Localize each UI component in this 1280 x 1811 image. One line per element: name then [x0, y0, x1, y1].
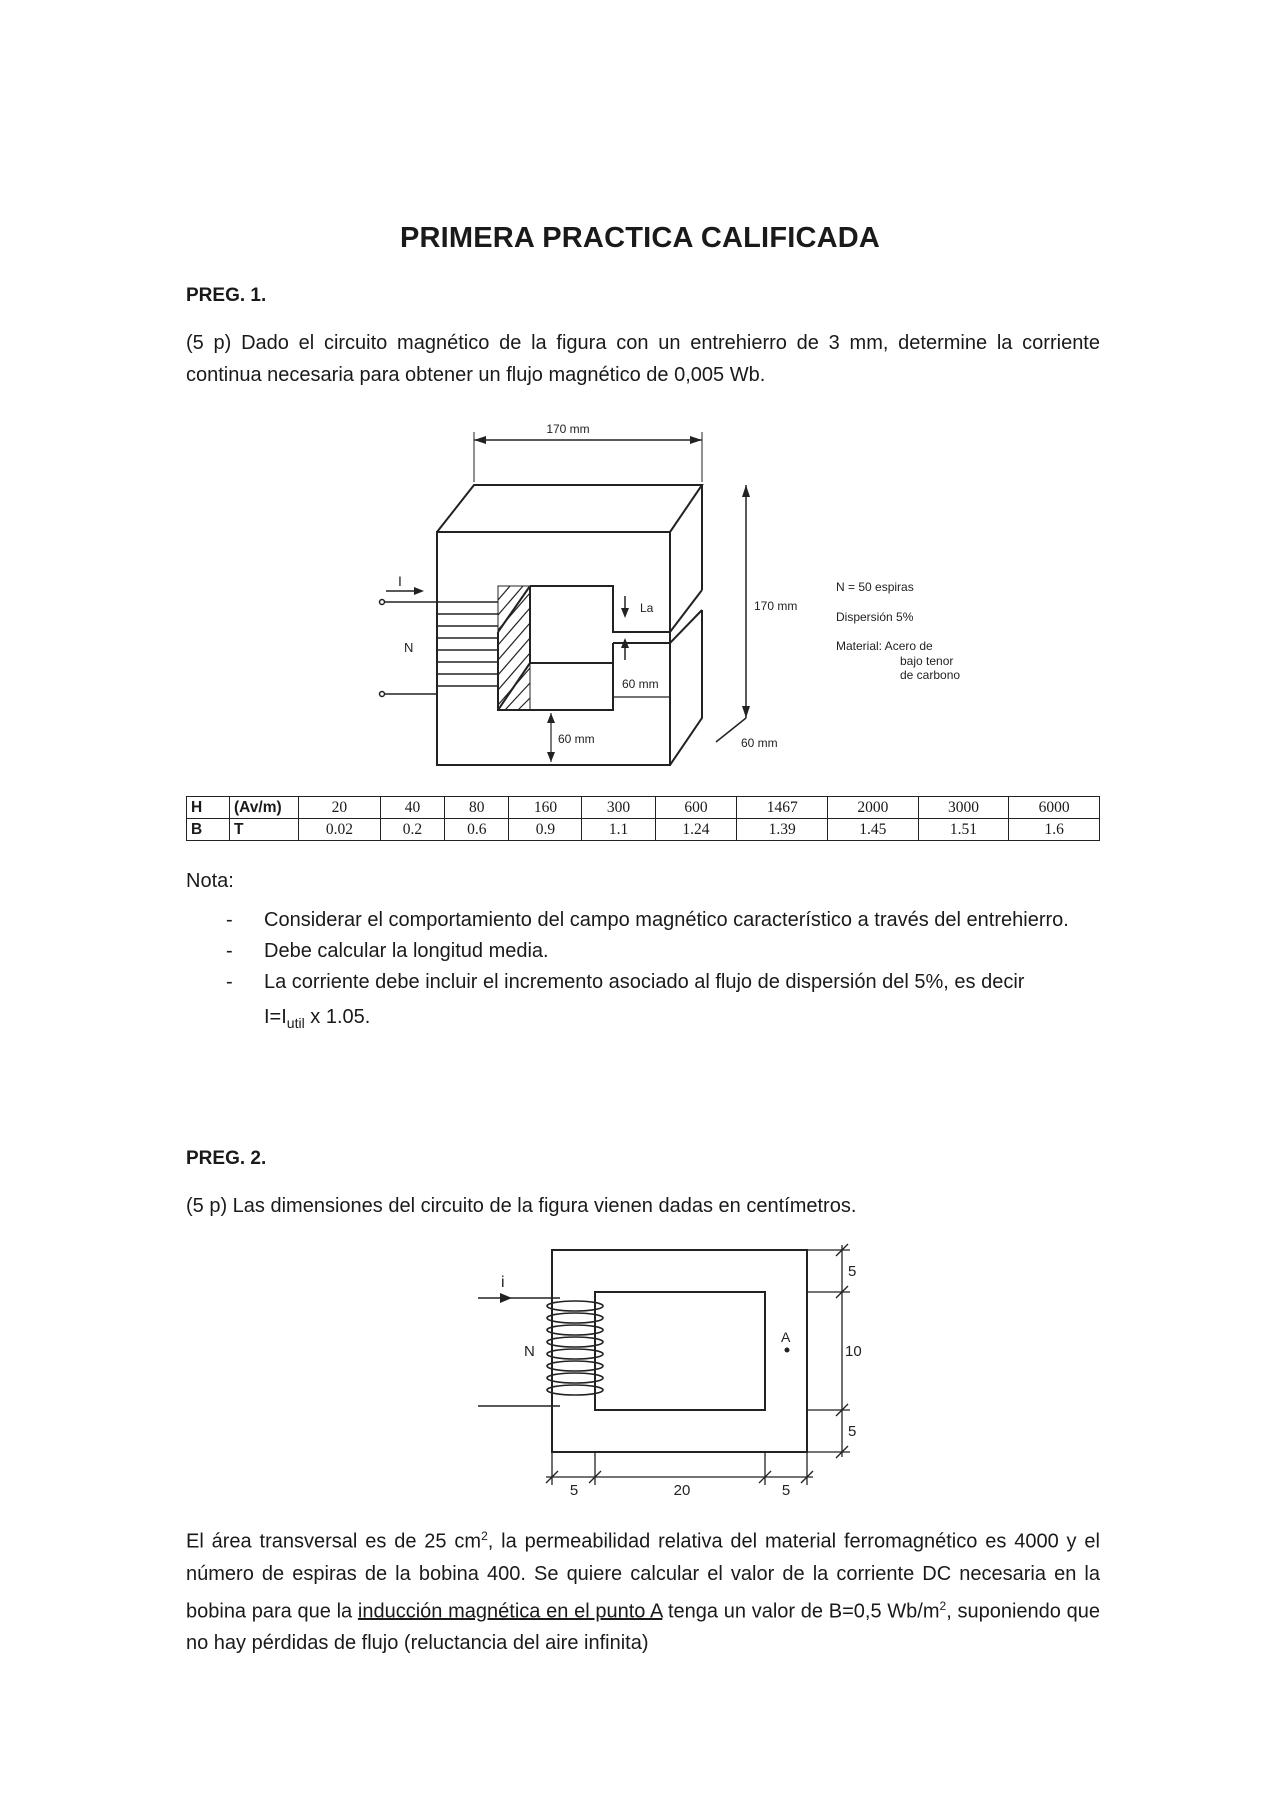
magnetic-circuit-figure-1 — [0, 410, 1280, 770]
table-cell: H — [187, 797, 230, 819]
question-1-statement: (5 p) Dado el circuito magnético de la figura con un entrehierro de 3 mm, determine la corriente continua necesaria para obtener un flujo magnético de 0,005 Wb. — [186, 332, 1100, 386]
formula-sub: util — [286, 1015, 305, 1031]
table-cell: 1.1 — [582, 819, 655, 841]
page-title: PRIMERA PRACTICA CALIFICADA — [399, 222, 881, 254]
dim-mid-label: 10 — [845, 1343, 862, 1360]
table-cell: 1.45 — [828, 819, 919, 841]
question-2-statement: (5 p) Las dimensiones del circuito de la figura vienen dadas en centímetros. — [186, 1195, 857, 1217]
question-1-heading: PREG. 1. — [186, 285, 267, 306]
point-a-label: A — [781, 1329, 791, 1345]
table-cell: 0.6 — [445, 819, 509, 841]
table-cell: 2000 — [828, 797, 919, 819]
figure-1-current-label: I — [398, 573, 402, 589]
figure-1-depth-label: 60 mm — [741, 736, 778, 750]
spec-dispersion: Dispersión 5% — [836, 610, 914, 624]
figure-1-width-label: 170 mm — [546, 422, 590, 436]
spec-material-2: bajo tenor — [900, 654, 954, 668]
body-part-2: , la permeabilidad relativa del material ferromagnético es 4000 y el número de espiras de la bobina 400. Se quiere calcular el valor de la corriente DC necesaria en la bobina para que la — [186, 1530, 1100, 1623]
body-sup-2: 2 — [939, 1598, 947, 1613]
figure-1-inner-right-label: 60 mm — [622, 677, 659, 691]
table-cell: 160 — [509, 797, 582, 819]
body-sup-1: 2 — [481, 1529, 488, 1543]
dim-top-label: 5 — [848, 1263, 857, 1280]
notes-list — [186, 905, 1100, 1039]
figure-1-inner-bottom-label: 60 mm — [558, 732, 595, 746]
question-2-body — [186, 1520, 1100, 1659]
table-cell: 3000 — [918, 797, 1009, 819]
spec-material-1: Material: Acero de — [836, 639, 933, 653]
table-cell: 1.6 — [1009, 819, 1100, 841]
question-2-heading: PREG. 2. — [186, 1148, 267, 1169]
note-formula — [264, 1002, 370, 1039]
list-item — [186, 967, 1100, 1039]
dim-left-label: 5 — [569, 1482, 579, 1499]
figure-1-height-label: 170 mm — [754, 599, 798, 613]
table-row-b — [187, 819, 1100, 841]
table-cell: 40 — [380, 797, 444, 819]
bh-table — [186, 796, 1100, 841]
table-cell: 1.24 — [655, 819, 737, 841]
body-underlined: inducción magnética en el punto A — [357, 1600, 663, 1623]
table-cell: 0.2 — [380, 819, 444, 841]
table-cell: 1.51 — [918, 819, 1009, 841]
formula-suffix: x 1.05. — [304, 1006, 371, 1028]
table-cell: 20 — [299, 797, 381, 819]
figure-1-gap-label: La — [640, 601, 654, 615]
body-part-4: , suponiendo que no hay pérdidas de flujo (reluctancia del aire infinita) — [186, 1600, 1101, 1655]
list-item: - Considerar el comportamiento del campo magnético característico a través del entrehierro. — [186, 905, 1100, 936]
figure-2-current-label: i — [501, 1274, 505, 1291]
formula-prefix: I=I — [264, 1006, 287, 1028]
body-part-3: tenga un valor de B=0,5 Wb/m — [662, 1600, 940, 1623]
note-3-text: La corriente debe incluir el incremento asociado al flujo de dispersión del 5%, es decir — [264, 971, 1025, 993]
note-title: Nota: — [186, 870, 234, 892]
dim-bot-label: 5 — [848, 1423, 857, 1440]
table-row-h — [187, 797, 1100, 819]
spec-material-3: de carbono — [900, 668, 961, 682]
table-cell: 1.39 — [737, 819, 828, 841]
table-cell: 1467 — [737, 797, 828, 819]
magnetic-circuit-figure-2 — [0, 1235, 1280, 1500]
figure-1-turns-label: N — [404, 640, 414, 655]
dim-center-label: 20 — [673, 1482, 691, 1499]
table-cell: T — [230, 819, 299, 841]
dim-right-label: 5 — [781, 1482, 791, 1499]
table-cell: (Av/m) — [230, 797, 299, 819]
spec-turns: N = 50 espiras — [836, 580, 914, 594]
table-cell: B — [187, 819, 230, 841]
table-cell: 0.9 — [509, 819, 582, 841]
table-cell: 300 — [582, 797, 655, 819]
list-item: - Debe calcular la longitud media. — [186, 936, 1100, 967]
table-cell: 80 — [445, 797, 509, 819]
table-cell: 600 — [655, 797, 737, 819]
figure-2-turns-label: N — [524, 1343, 535, 1360]
table-cell: 0.02 — [299, 819, 381, 841]
table-cell: 6000 — [1009, 797, 1100, 819]
body-part-1: El área transversal es de 25 cm — [186, 1530, 482, 1553]
